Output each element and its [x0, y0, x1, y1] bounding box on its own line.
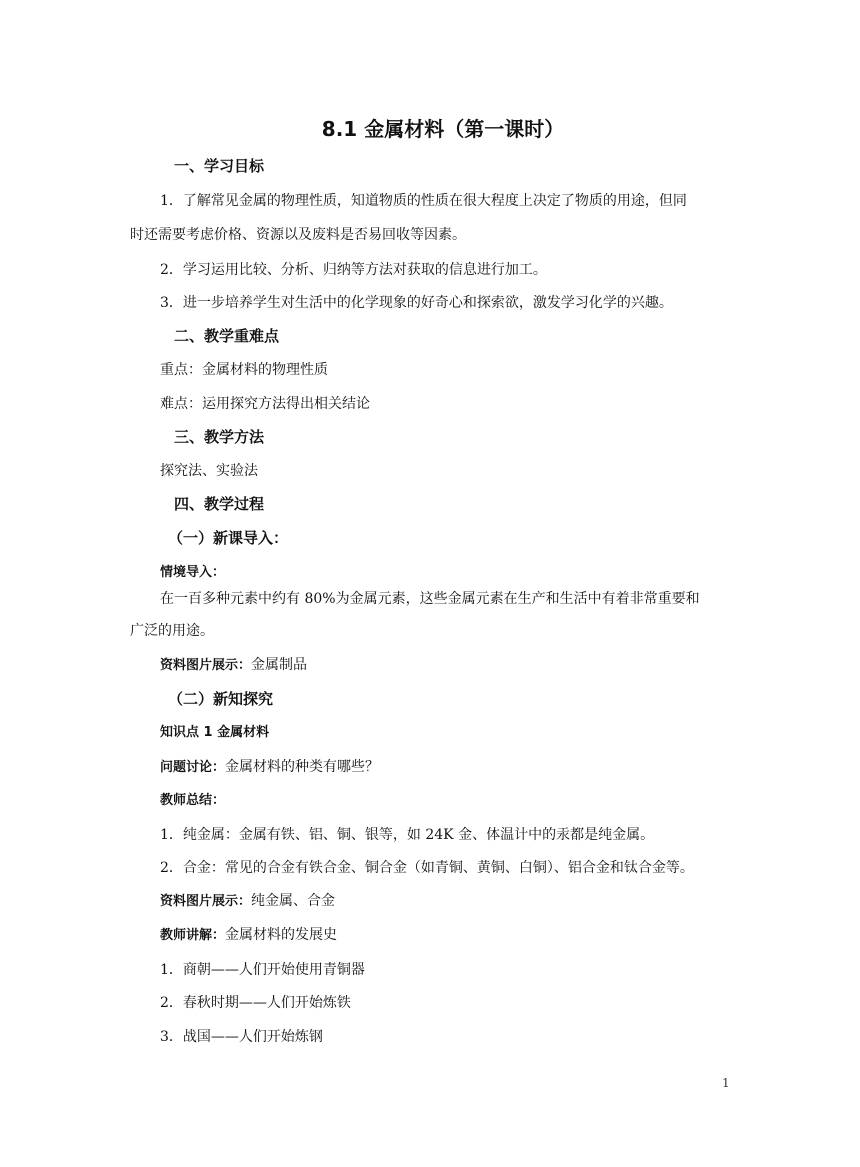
section-heading-key-points: 二、教学重难点 — [174, 327, 280, 345]
section-heading-goals: 一、学习目标 — [174, 157, 265, 175]
history-item-3: 3．战国——人们开始炼钢 — [160, 1029, 323, 1045]
show-products-text: 金属制品 — [251, 657, 308, 673]
scene-label: 情境导入： — [160, 565, 226, 580]
goal-item-2: 2．学习运用比较、分析、归纳等方法对获取的信息进行加工。 — [160, 262, 547, 278]
goal-item-1-line-2: 时还需要考虑价格、资源以及废料是否易回收等因素。 — [130, 227, 466, 243]
section-heading-process: 四、教学过程 — [174, 495, 265, 513]
show-products-line — [160, 656, 307, 675]
show-metals-text: 纯金属、合金 — [251, 893, 336, 909]
lecture-label: 教师讲解： — [160, 928, 226, 943]
question-text: 金属材料的种类有哪些？ — [225, 759, 380, 775]
teaching-methods: 探究法、实验法 — [160, 463, 258, 479]
scene-line-2: 广泛的用途。 — [130, 623, 214, 639]
question-line — [160, 758, 379, 777]
summary-item-2: 2．合金：常见的合金有铁合金、铜合金（如青铜、黄铜、白铜）、铝合金和钛合金等。 — [160, 860, 694, 876]
subsection-heading-explore: （二）新知探究 — [168, 690, 274, 708]
history-item-2: 2．春秋时期——人们开始炼铁 — [160, 995, 351, 1011]
show-products-label: 资料图片展示： — [160, 658, 252, 673]
summary-item-1: 1．纯金属：金属有铁、铝、铜、银等，如 24K 金、体温计中的汞都是纯金属。 — [160, 827, 655, 843]
show-metals-label: 资料图片展示： — [160, 894, 252, 909]
subsection-heading-intro: （一）新课导入： — [168, 529, 289, 547]
history-item-1: 1．商朝——人们开始使用青铜器 — [160, 962, 365, 978]
difficult-point: 难点：运用探究方法得出相关结论 — [160, 396, 370, 412]
section-heading-methods: 三、教学方法 — [174, 428, 265, 446]
lecture-text: 金属材料的发展史 — [225, 927, 338, 943]
goal-item-3: 3．进一步培养学生对生活中的化学现象的好奇心和探索欲，激发学习化学的兴趣。 — [160, 295, 673, 311]
goal-item-1-line-1: 1．了解常见金属的物理性质，知道物质的性质在很大程度上决定了物质的用途，但同 — [160, 193, 687, 209]
scene-line-1: 在一百多种元素中约有 80%为金属元素，这些金属元素在生产和生活中有着非常重要和 — [160, 591, 700, 607]
page-number: 1 — [722, 1076, 730, 1090]
show-metals-line — [160, 892, 335, 911]
key-point: 重点：金属材料的物理性质 — [160, 362, 328, 378]
question-label: 问题讨论： — [160, 760, 226, 775]
summary-label: 教师总结： — [160, 793, 226, 808]
lecture-line — [160, 926, 337, 945]
page-title: 8.1 金属材料（第一课时） — [321, 117, 565, 141]
knowledge-point-1: 知识点 1 金属材料 — [160, 725, 270, 740]
